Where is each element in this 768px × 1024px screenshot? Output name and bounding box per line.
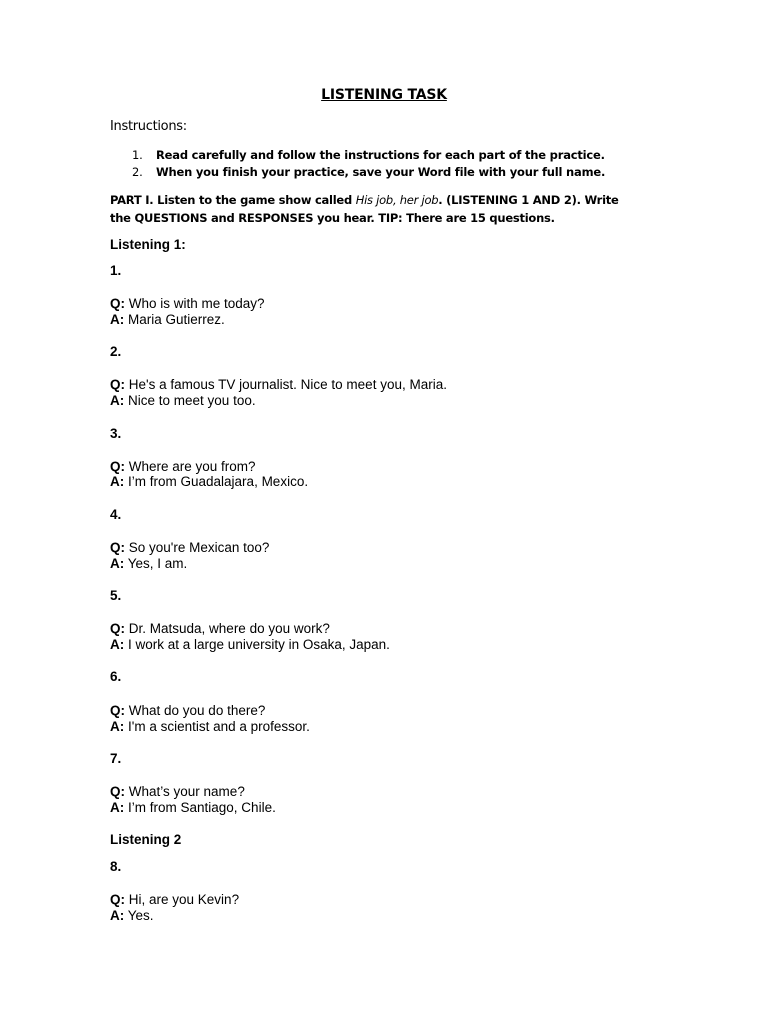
answer-text: Maria Gutierrez.	[128, 312, 225, 327]
question-text: What’s your name?	[128, 784, 245, 799]
item-number: 8.	[110, 859, 122, 874]
q-label: Q:	[110, 540, 125, 555]
part-one-instructions	[110, 191, 630, 227]
instruction-item	[132, 147, 605, 164]
list-number: 2.	[132, 165, 143, 179]
answer-line	[110, 908, 154, 924]
a-label: A:	[110, 312, 125, 327]
q-label: Q:	[110, 703, 125, 718]
answer-line	[110, 719, 310, 735]
a-label: A:	[110, 908, 125, 923]
question-text: What do you do there?	[128, 703, 266, 718]
part-one-tail: . (LISTENING 1 AND 2). Write the QUESTIONS and RESPONSES you hear. TIP: There are 15 questions.	[110, 193, 619, 225]
q-label: Q:	[110, 892, 125, 907]
question-text: Dr. Matsuda, where do you work?	[128, 621, 330, 636]
answer-line	[110, 393, 256, 409]
answer-text: Yes.	[127, 908, 154, 923]
show-title: His job, her job	[355, 193, 439, 207]
item-number: 3.	[110, 426, 122, 441]
q-label: Q:	[110, 784, 125, 799]
a-label: A:	[110, 393, 125, 408]
item-number: 5.	[110, 588, 122, 603]
a-label: A:	[110, 556, 125, 571]
question-line	[110, 377, 447, 393]
item-number: 7.	[110, 751, 122, 766]
q-label: Q:	[110, 459, 125, 474]
item-number: 6.	[110, 669, 122, 684]
answer-line	[110, 800, 276, 816]
answer-line	[110, 556, 187, 572]
answer-text: I work at a large university in Osaka, Japan.	[128, 637, 390, 652]
question-line	[110, 296, 265, 312]
instruction-text: Read carefully and follow the instructions for each part of the practice.	[156, 148, 605, 162]
listening-1-heading: Listening 1:	[110, 237, 186, 252]
item-number: 2.	[110, 344, 122, 359]
answer-line	[110, 637, 390, 653]
answer-line	[110, 312, 225, 328]
question-line	[110, 784, 245, 800]
question-line	[110, 703, 265, 719]
question-text: He's a famous TV journalist. Nice to meet you, Maria.	[128, 377, 447, 392]
answer-text: I’m from Guadalajara, Mexico.	[128, 474, 309, 489]
question-line	[110, 621, 330, 637]
question-line	[110, 540, 269, 556]
item-number: 4.	[110, 507, 122, 522]
page-title: LISTENING TASK	[321, 87, 447, 103]
answer-text: Nice to meet you too.	[128, 393, 256, 408]
question-text: So you're Mexican too?	[128, 540, 270, 555]
instruction-text: When you finish your practice, save your Word file with your full name.	[156, 165, 606, 179]
a-label: A:	[110, 637, 125, 652]
listening-2-heading: Listening 2	[110, 832, 182, 847]
question-text: Where are you from?	[128, 459, 256, 474]
question-text: Who is with me today?	[128, 296, 265, 311]
q-label: Q:	[110, 296, 125, 311]
instructions-heading: Instructions:	[110, 119, 187, 134]
question-text: Hi, are you Kevin?	[128, 892, 240, 907]
answer-text: Yes, I am.	[127, 556, 188, 571]
part-one-lead: PART I. Listen to the game show called	[110, 193, 356, 207]
question-line	[110, 892, 239, 908]
a-label: A:	[110, 800, 125, 815]
question-line	[110, 459, 256, 475]
item-number: 1.	[110, 263, 122, 278]
a-label: A:	[110, 719, 125, 734]
instruction-item	[132, 164, 605, 181]
q-label: Q:	[110, 621, 125, 636]
answer-text: I'm a scientist and a professor.	[128, 719, 310, 734]
answer-text: I’m from Santiago, Chile.	[128, 800, 276, 815]
list-number: 1.	[132, 148, 143, 162]
instructions-list	[132, 147, 605, 181]
a-label: A:	[110, 474, 125, 489]
answer-line	[110, 474, 308, 490]
q-label: Q:	[110, 377, 125, 392]
